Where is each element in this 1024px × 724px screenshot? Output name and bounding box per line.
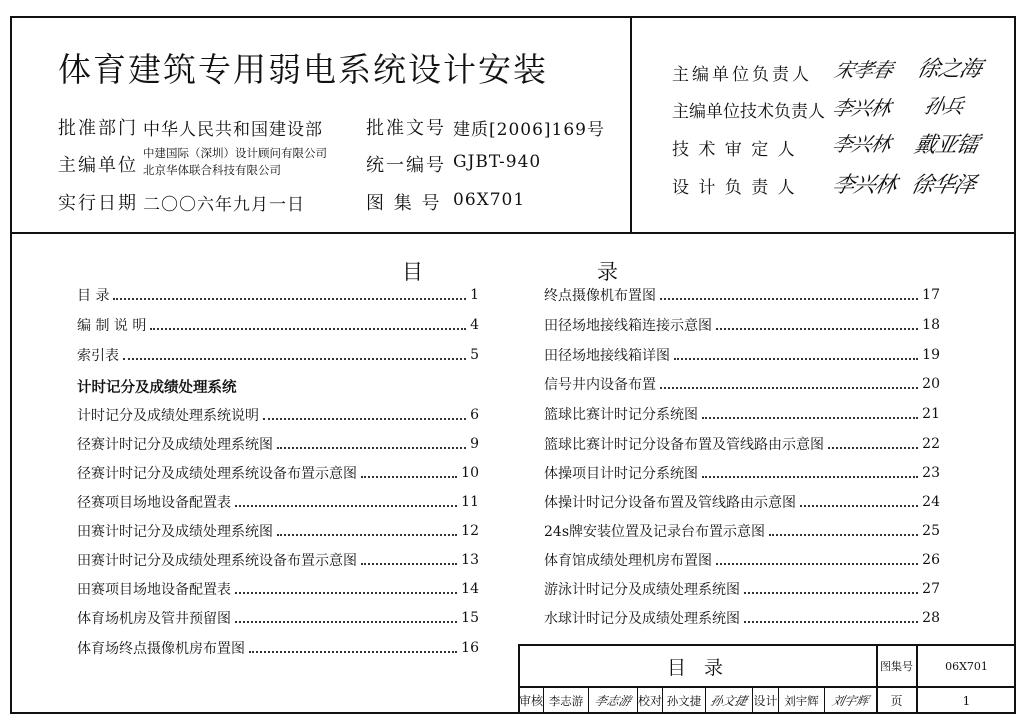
toc-leader-dots [744,613,918,623]
toc-entry-page: 15 [461,610,479,626]
toc-entry-page: 12 [461,523,479,539]
toc-entry-title: 体操计时记分设备布置及管线路由示意图 [544,495,796,511]
toc-leader-dots [235,613,457,623]
toc-entry-page: 10 [461,465,479,481]
toc-right-entry [544,550,940,570]
toc-leader-dots [702,468,918,478]
toc-right-entry [544,492,940,512]
titleblock-review-label: 审核 [519,694,544,708]
toc-entry-title: 篮球比赛计时记分系统图 [544,407,698,423]
toc-right-entry [544,463,940,483]
toc-right-entry [544,579,940,599]
toc-entry-page: 4 [470,317,479,333]
toc-entry-page: 6 [470,407,479,423]
titleblock-design-signature: 刘宇辉 [830,694,870,708]
signature-design-lead-2: 徐华泽 [908,173,978,198]
atlas-title: 体育建筑专用弱电系统设计安装 [58,50,548,89]
toc-leader-dots [361,555,457,565]
toc-entry-page: 16 [461,640,479,656]
toc-entry-title: 目 录 [77,288,110,304]
approval-dept-label: 批准部门 [58,118,138,139]
toc-entry-title: 体育馆成绩处理机房布置图 [544,553,712,569]
toc-leader-dots [660,290,918,300]
titleblock-check-label: 校对 [638,694,663,708]
toc-right-entry [544,345,940,365]
toc-entry-page: 26 [922,552,940,568]
toc-entry-page: 20 [922,376,940,392]
titleblock-check-signature: 孙文捷 [709,694,749,708]
titleblock-check-name: 孙文捷 [666,693,702,708]
titleblock-review-name: 李志游 [548,693,584,708]
toc-right-entry [544,285,940,305]
toc-leader-dots [744,584,918,594]
toc-entry-page: 14 [461,581,479,597]
toc-left-entry [77,463,479,483]
titleblock-atlas-label: 图集号 [880,660,913,673]
toc-leader-dots [828,439,918,449]
toc-entry-page: 25 [922,523,940,539]
approval-dept: 中华人民共和国建设部 [143,120,323,140]
unified-no-label: 统一编号 [366,155,446,176]
toc-left-entry [77,434,479,454]
toc-left-entry [77,579,479,599]
atlas-no: 06X701 [453,190,526,210]
approval-doc: 建质[2006]169号 [453,120,605,140]
toc-entry-page: 28 [922,610,940,626]
toc-leader-dots [361,468,457,478]
titleblock-review-signature: 李志游 [593,694,633,708]
toc-entry-title: 索引表 [77,348,119,364]
toc-heading-right: 录 [597,260,618,284]
toc-entry-page: 21 [922,406,940,422]
titleblock-atlas-no: 06X701 [945,659,988,673]
toc-entry-title: 径赛项目场地设备配置表 [77,495,231,511]
toc-entry-title: 计时记分及成绩处理系统说明 [77,408,259,424]
toc-left-entry [77,608,479,628]
toc-entry-title: 径赛计时记分及成绩处理系统设备布置示意图 [77,466,357,482]
toc-right-entry [544,434,940,454]
titleblock-name: 目 录 [666,656,730,679]
editor-unit-label: 主编单位 [58,155,138,176]
signature-tech-lead-2: 孙兵 [922,94,966,118]
toc-right-entry [544,608,940,628]
toc-section-title: 计时记分及成绩处理系统 [77,380,237,396]
toc-leader-dots [716,555,918,565]
toc-entry-page: 22 [922,436,940,452]
signature-tech-review-1: 李兴林 [830,132,893,156]
toc-leader-dots [660,379,918,389]
toc-entry-page: 1 [470,287,479,303]
toc-entry-title: 体操项目计时记分系统图 [544,466,698,482]
editor-unit-line-1: 中建国际（深圳）设计顾问有限公司 [143,146,327,160]
toc-left-entry [77,405,479,425]
toc-entry-page: 24 [922,494,940,510]
toc-heading-left: 目 [402,260,423,284]
toc-leader-dots [123,350,466,360]
toc-entry-title: 游泳计时记分及成绩处理系统图 [544,582,740,598]
toc-entry-page: 18 [922,317,940,333]
resp-label-tech-lead: 主编单位技术负责人 [672,102,825,122]
approval-doc-label: 批准文号 [366,118,446,139]
toc-entry-title: 体育场终点摄像机房布置图 [77,641,245,657]
toc-entry-title: 体育场机房及管井预留图 [77,611,231,627]
toc-entry-title: 信号井内设备布置 [544,377,656,393]
toc-entry-page: 5 [470,347,479,363]
signature-design-lead-1: 李兴林 [829,173,899,198]
signature-tech-lead-1: 李兴林 [830,96,893,120]
toc-entry-page: 17 [922,287,940,303]
toc-entry-title: 编 制 说 明 [77,318,147,334]
toc-left-entry [77,492,479,512]
titleblock-page-no: 1 [962,693,971,708]
toc-right-entry [544,374,940,394]
effective-date-label: 实行日期 [58,193,138,214]
toc-leader-dots [277,526,457,536]
toc-leader-dots [716,320,918,330]
signature-tech-review-2: 戴亚镭 [911,133,981,158]
toc-leader-dots [113,290,466,300]
toc-entry-title: 终点摄像机布置图 [544,288,656,304]
header-column-divider [630,16,632,233]
atlas-no-label: 图 集 号 [366,193,442,214]
toc-leader-dots [277,439,466,449]
toc-entry-page: 11 [461,494,479,510]
toc-entry-page: 9 [470,436,479,452]
toc-leader-dots [702,409,918,419]
resp-label-design-lead: 设 计 负 责 人 [672,178,797,198]
toc-right-entry [544,521,940,541]
toc-leader-dots [150,320,466,330]
toc-left-entry [77,285,479,305]
toc-entry-page: 27 [922,581,940,597]
toc-leader-dots [800,497,918,507]
toc-left-entry [77,550,479,570]
toc-entry-title: 水球计时记分及成绩处理系统图 [544,611,740,627]
header-divider [10,232,1016,234]
signature-chief-unit-2: 徐之海 [914,57,984,82]
toc-right-entry [544,404,940,424]
toc-left-entry [77,315,479,335]
toc-leader-dots [263,410,466,420]
effective-date: 二〇〇六年九月一日 [143,195,305,215]
unified-no: GJBT-940 [453,152,542,172]
toc-left-entry [77,345,479,365]
signature-chief-unit-1: 宋孝春 [832,58,895,82]
titleblock-page-label: 页 [890,694,903,708]
editor-unit-line-2: 北京华体联合科技有限公司 [143,163,281,177]
toc-entry-page: 19 [922,347,940,363]
titleblock-design-name: 刘宇辉 [784,693,819,708]
toc-entry-title: 径赛计时记分及成绩处理系统图 [77,437,273,453]
toc-leader-dots [769,526,918,536]
resp-label-tech-review: 技 术 审 定 人 [672,140,797,160]
toc-entry-title: 篮球比赛计时记分设备布置及管线路由示意图 [544,437,824,453]
toc-right-entry [544,315,940,335]
toc-leader-dots [249,643,457,653]
toc-leader-dots [235,497,457,507]
toc-entry-title: 田赛项目场地设备配置表 [77,582,231,598]
toc-left-entry [77,638,479,658]
toc-entry-page: 23 [922,465,940,481]
toc-entry-title: 田径场地接线箱详图 [544,348,670,364]
toc-left-entry [77,521,479,541]
toc-entry-title: 24s牌安装位置及记录台布置示意图 [544,524,765,540]
toc-leader-dots [235,584,457,594]
resp-label-chief-unit: 主编单位负责人 [672,65,812,85]
toc-entry-page: 13 [461,552,479,568]
toc-entry-title: 田径场地接线箱连接示意图 [544,318,712,334]
titleblock-design-label: 设计 [753,694,778,708]
toc-entry-title: 田赛计时记分及成绩处理系统设备布置示意图 [77,553,357,569]
toc-entry-title: 田赛计时记分及成绩处理系统图 [77,524,273,540]
toc-leader-dots [674,350,918,360]
